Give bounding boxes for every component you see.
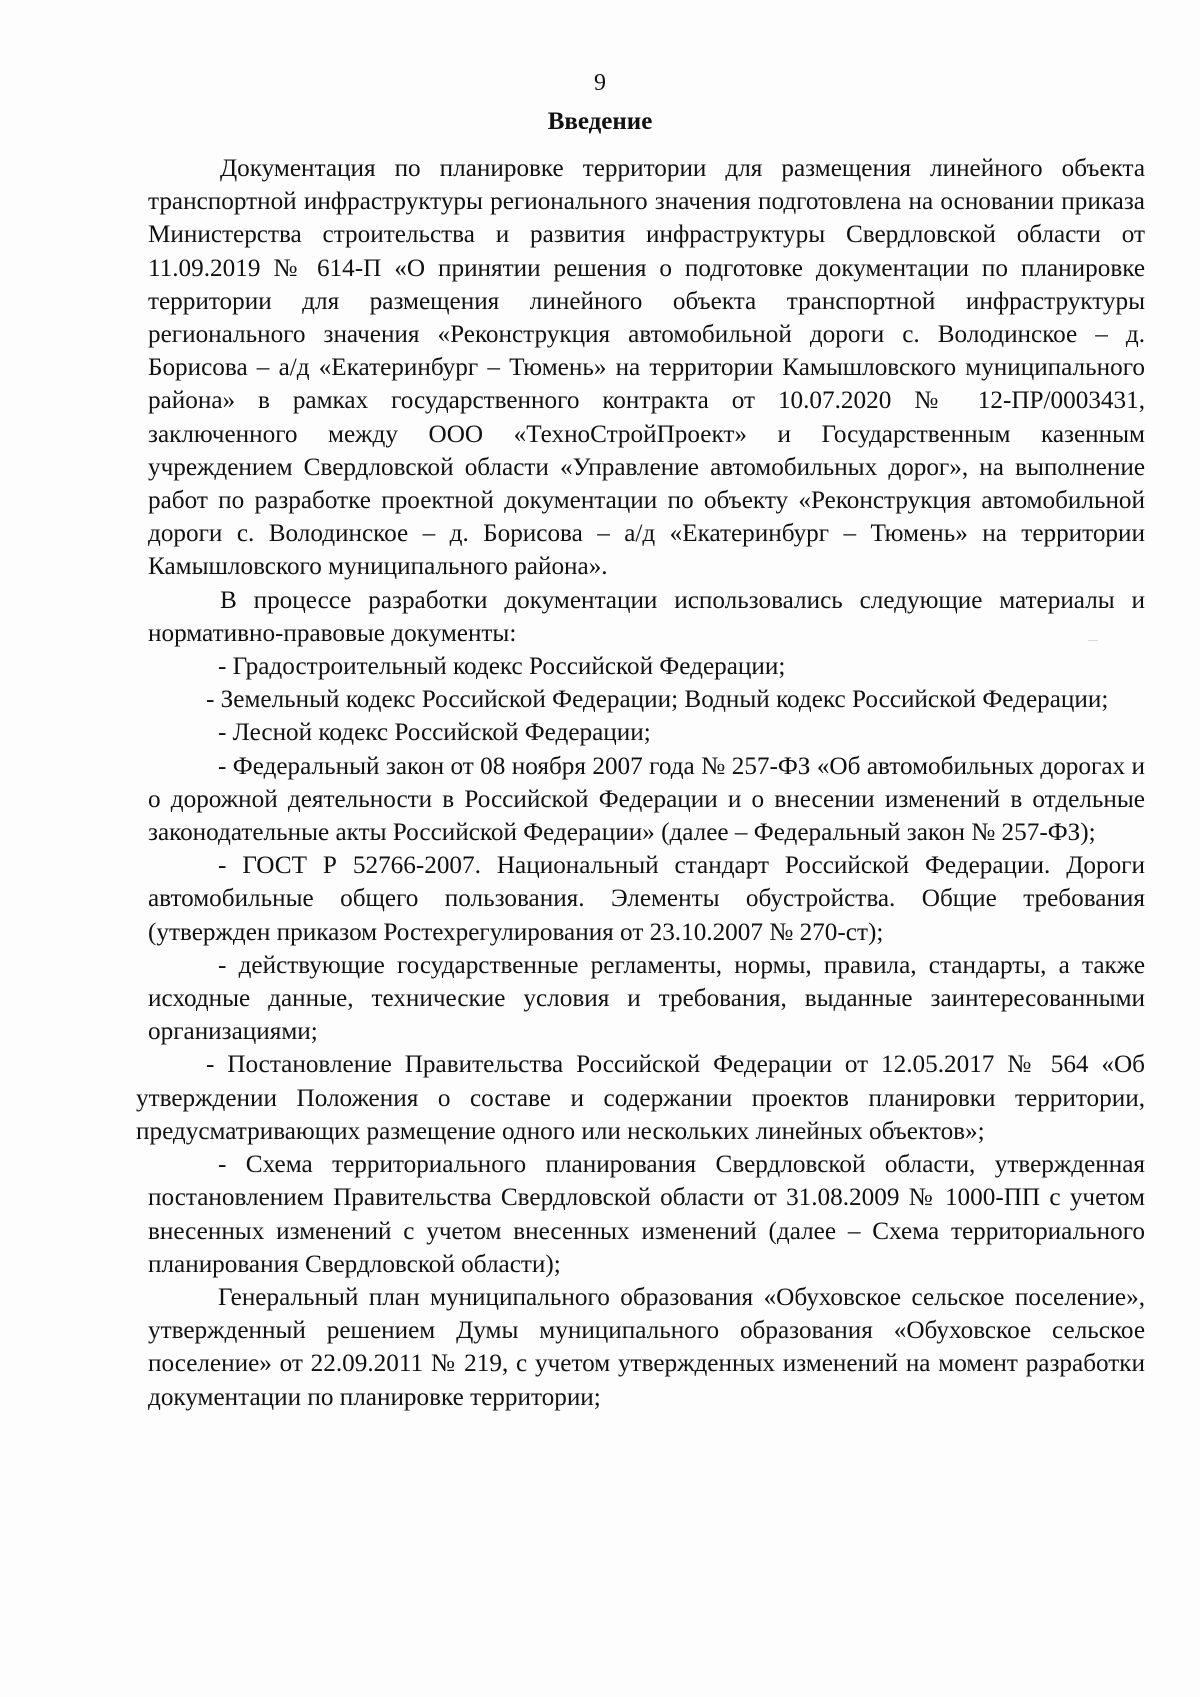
scan-artifact (1088, 640, 1098, 641)
list-item: - Земельный кодекс Российской Федерации; Водный кодекс Российской Федерации; (206, 686, 1109, 714)
list-item: - Постановление Правительства Российской Федерации от 12.05.2017 № 564 «Об утверждении Положения о составе и содержании проектов планировки территории, предусматривающих размещение одного или нескольких линейных объектов»; (136, 1051, 1145, 1145)
list-item: Генеральный план муниципального образования «Обуховское сельское поселение», утвержденный решением Думы муниципального образования «Обуховское сельское поселение» от 22.09.2011 № 219, с учетом утвержденных изменений на момент разработки документации по планировке территории; (148, 1283, 1145, 1411)
list-item: - Схема территориального планирования Свердловской области, утвержденная постановлением Правительства Свердловской области от 31.08.2009 № 1000-ПП с учетом внесенных изменений с учетом внесенных изменений (далее – Схема территориального планирования Свердловской области); (148, 1151, 1145, 1278)
list-item: - Градостроительный кодекс Российской Федерации; (218, 653, 786, 681)
list-item: - действующие государственные регламенты, нормы, правила, стандарты, а также исходные данные, технические условия и требования, выданные заинтересованными организациями; (148, 951, 1145, 1046)
materials-paragraph: В процессе разработки документации использовались следующие материалы и нормативно-правовые документы: (148, 586, 1145, 647)
page-number: 9 (594, 70, 606, 96)
list-item: - Лесной кодекс Российской Федерации; (218, 719, 651, 747)
document-body (136, 152, 1145, 1414)
section-title: Введение (547, 108, 653, 135)
list-item: - ГОСТ Р 52766-2007. Национальный стандарт Российской Федерации. Дороги автомобильные общего пользования. Элементы обустройства. Общие требования (утвержден приказом Ростехрегулирования от 23.10.2007 № 270-ст); (148, 852, 1145, 946)
list-item: - Федеральный закон от 08 ноября 2007 года № 257-ФЗ «Об автомобильных дорогах и о дорожной деятельности в Российской Федерации и о внесении изменений в отдельные законодательные акты Российской Федерации» (далее – Федеральный закон № 257-ФЗ); (148, 752, 1145, 847)
intro-paragraph: Документация по планировке территории для размещения линейного объекта транспортной инфраструктуры регионального значения подготовлена на основании приказа Министерства строительства и развития инфраструктуры Свердловской области от 11.09.2019 № 614-П «О принятии решения о подготовке документации по планировке территории для размещения линейного объекта транспортной инфраструктуры регионального значения «Реконструкция автомобильной дороги с. Володинское – д. Борисова – а/д «Екатеринбург – Тюмень» на территории Камышловского муниципального района» в рамках государственного контракта от 10.07.2020 № 12-ПР/0003431, заключенного между ООО «ТехноСтройПроект» и Государственным казенным учреждением Свердловской области «Управление автомобильных дорог», на выполнение работ по разработке проектной документации по объекту «Реконструкция автомобильной дороги с. Володинское – д. Борисова – а/д «Екатеринбург – Тюмень» на территории Камышловского муниципального района». (148, 155, 1145, 581)
